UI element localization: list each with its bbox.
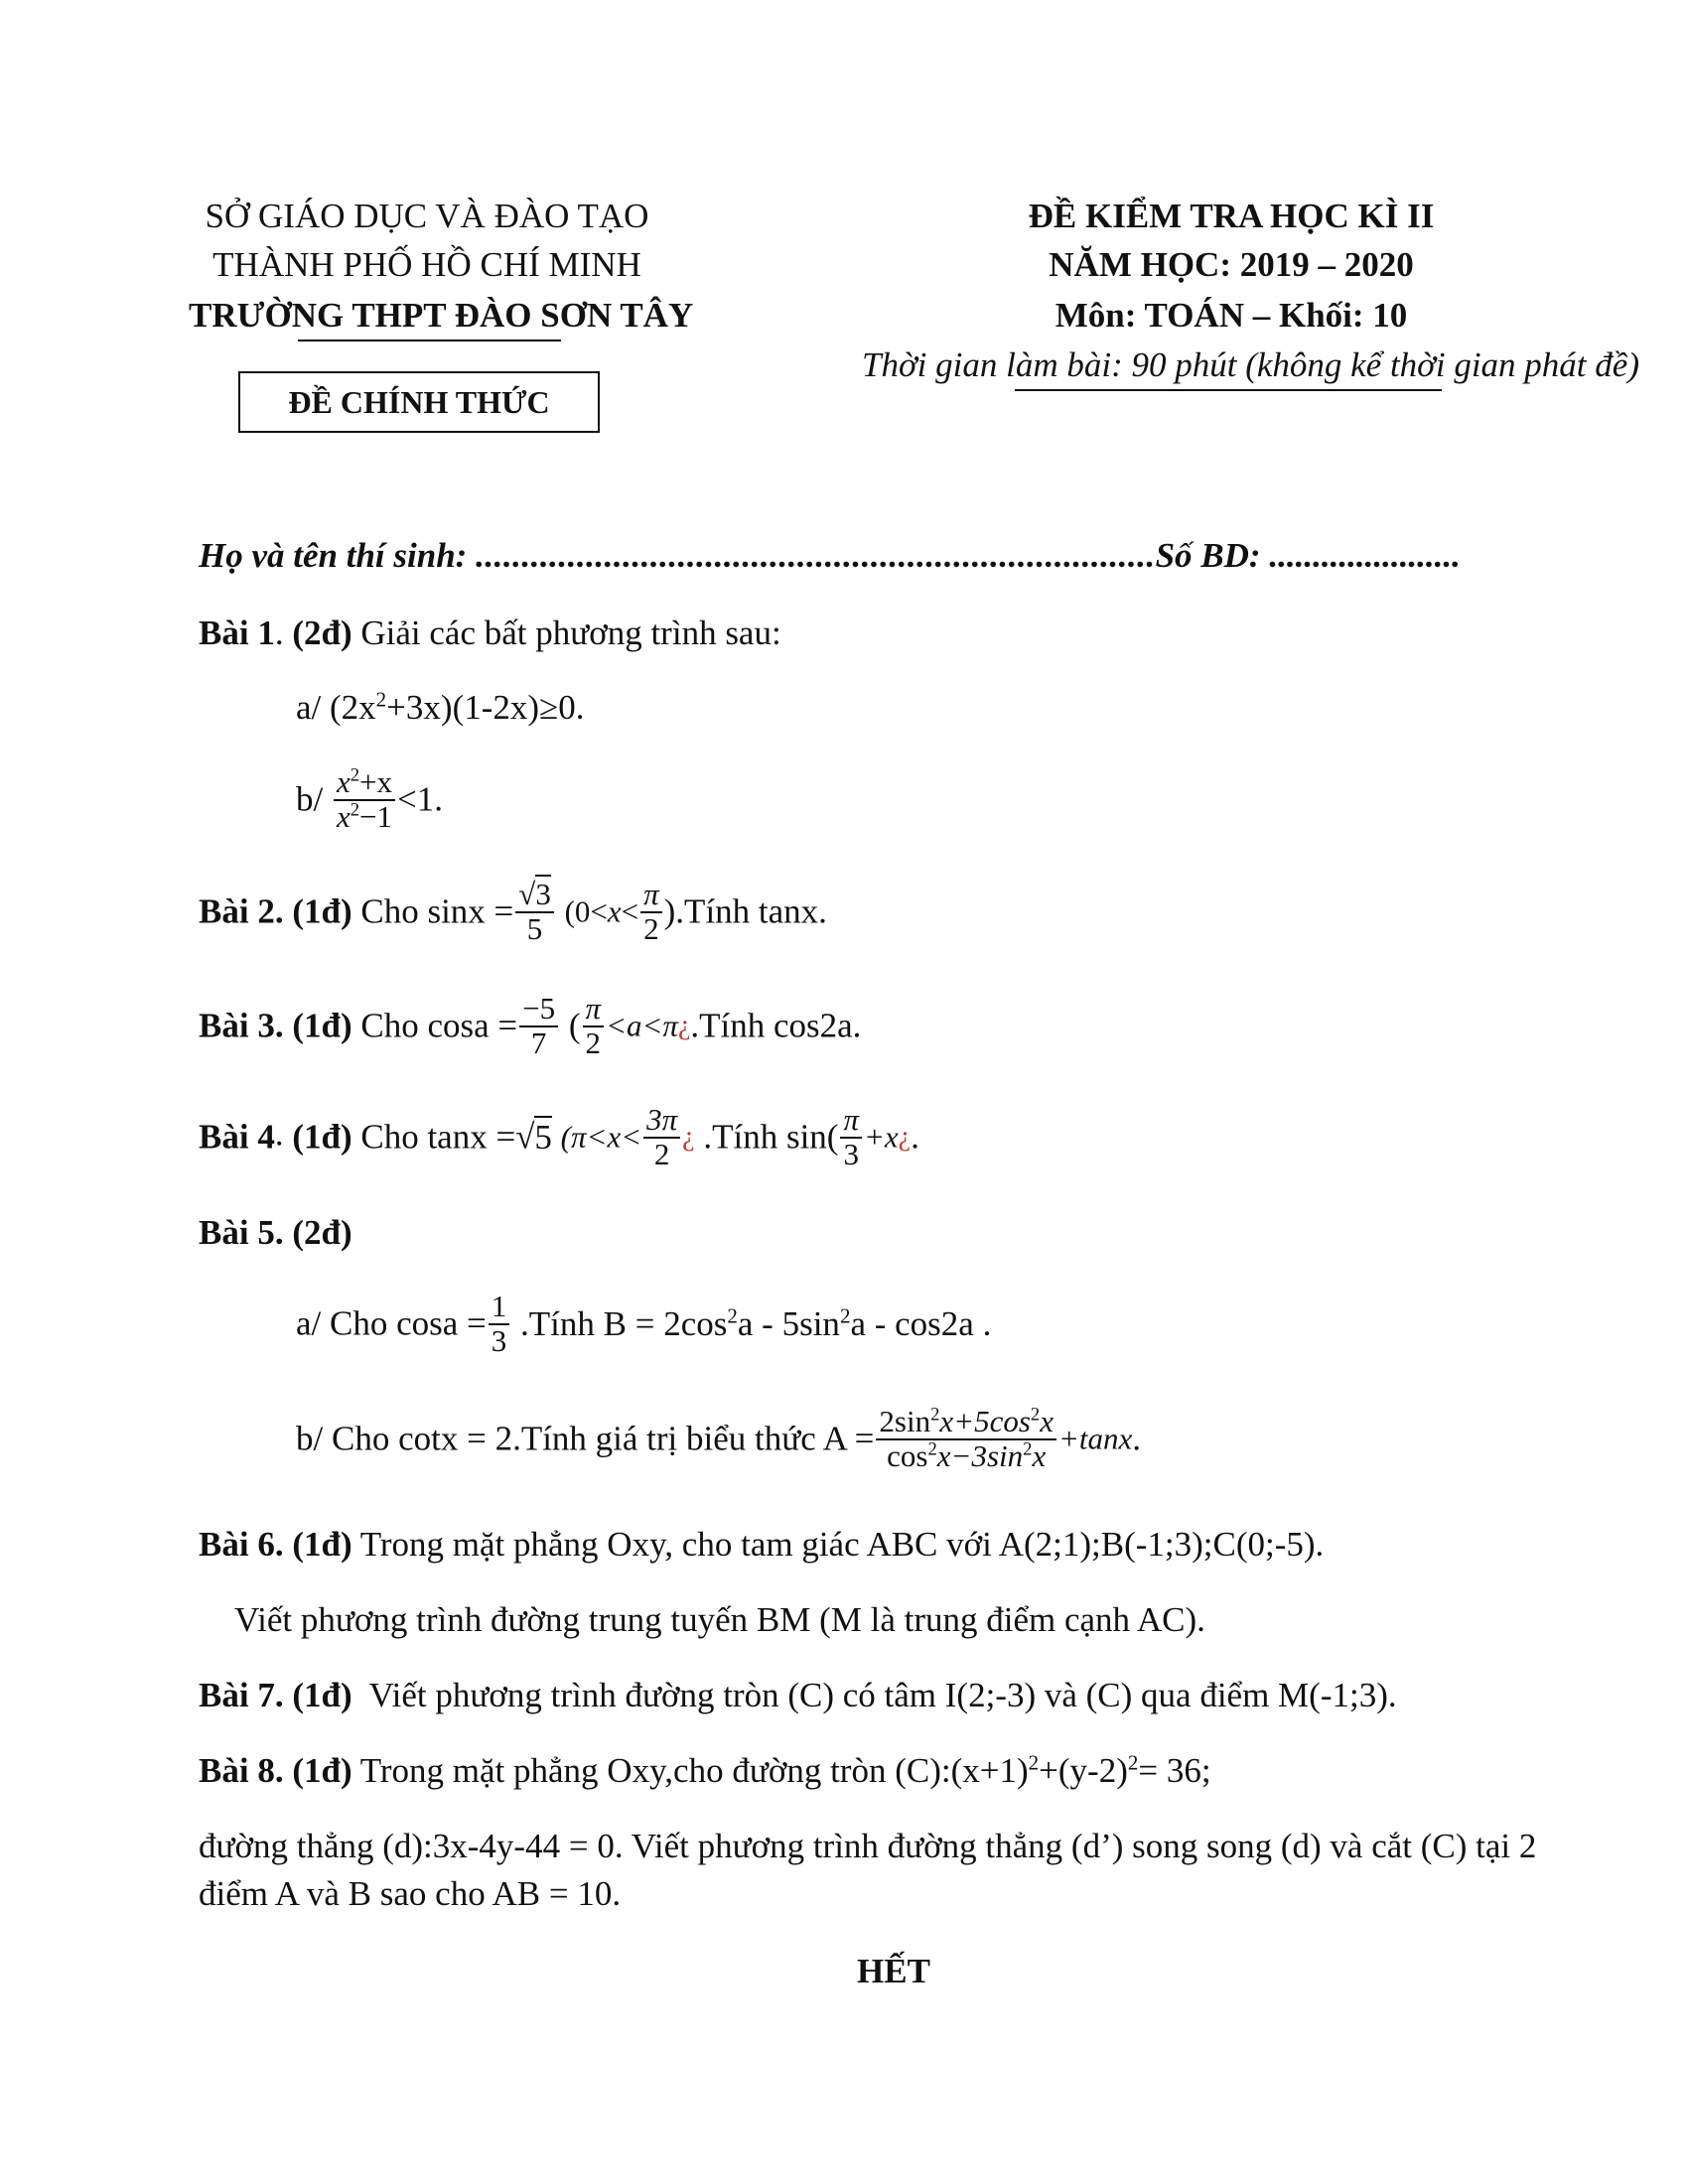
frac-den: 2 [585, 1024, 602, 1060]
sqrt-radicand: 3 [535, 877, 551, 911]
stray-glyph: ¿ [898, 1121, 912, 1153]
frac-num: 3π [643, 1104, 680, 1139]
problem-5-title: Bài 5. [199, 1213, 284, 1252]
problem-8-text1: Trong mặt phẳng Oxy,cho đường tròn (C):(x+1) [359, 1751, 1029, 1790]
sup-2: 2 [930, 1404, 940, 1426]
school-underline [298, 340, 561, 341]
frac-den: 2 [653, 1136, 670, 1171]
frac-den: 3 [843, 1136, 859, 1171]
three-pi-over-2-fraction [643, 1104, 680, 1170]
frac-num: −5 [519, 993, 558, 1027]
candidate-id-label: Số BD: [1155, 536, 1270, 575]
problem-1-text: Giải các bất phương trình sau: [360, 614, 781, 652]
candidate-id-dots: ...................... [1269, 536, 1461, 575]
problem-1-heading: Bài 1. (2đ) Giải các bất phương trình sau: [199, 614, 781, 652]
stray-glyph: ¿ [677, 1010, 691, 1041]
problem-1b [296, 766, 443, 833]
problem-1a-label: a/ [296, 688, 322, 727]
problem-7-score: (1đ) [292, 1676, 352, 1714]
problem-1a-expr-part1: (2x [330, 688, 376, 727]
problem-1b-label: b/ [296, 779, 324, 819]
num-part2: x+5cos [939, 1404, 1031, 1438]
sup-2: 2 [727, 1302, 738, 1327]
problem-4-text: Cho tanx = [360, 1117, 516, 1157]
sup-2: 2 [839, 1302, 851, 1327]
problem-5b-end: . [1132, 1419, 1142, 1458]
cond-range: <a<π [606, 1008, 678, 1043]
problem-5-score: (2đ) [292, 1213, 352, 1252]
cond-open: (0< [564, 893, 608, 929]
city-name: THÀNH PHỐ HỒ CHÍ MINH [212, 245, 641, 284]
problem-7 [199, 1676, 1397, 1715]
dept-name: SỞ GIÁO DỤC VÀ ĐÀO TẠO [205, 197, 649, 235]
sup-2: 2 [350, 799, 360, 821]
school-year: NĂM HỌC: 2019 – 2020 [1049, 245, 1414, 284]
exam-duration: Thời gian làm bài: 90 phút (không kể thời gian phát đề) [862, 345, 1639, 384]
expr-part3: a - cos2a . [850, 1303, 992, 1343]
problem-4: Bài 4. (1đ) Cho tanx =√5 (π<x< $\frac{3\pi}{2}$ ¿ .Tính sin( $\frac{\pi}{3}$ +x¿. [199, 1102, 919, 1171]
problem-1-title: Bài 1 [199, 614, 275, 652]
expr-part1: .Tính B = 2cos [520, 1303, 728, 1343]
sup-2: 2 [375, 687, 387, 712]
problem-8-text3: = 36; [1138, 1751, 1211, 1790]
subject-grade: Môn: TOÁN – Khối: 10 [1055, 296, 1408, 335]
end-marker: HẾT [857, 1952, 930, 1990]
problem-7-title: Bài 7. [199, 1676, 284, 1714]
problem-8-score: (1đ) [292, 1751, 352, 1790]
frac-den: 5 [526, 910, 543, 946]
candidate-line [199, 536, 1461, 576]
problem-2-text: Cho sinx = [360, 891, 514, 931]
problem-6-title: Bài 6. [199, 1525, 284, 1564]
num-part3: x [1040, 1404, 1054, 1438]
frac-num: π [640, 879, 662, 913]
frac-den-var: x [336, 798, 351, 834]
cond-open: (π<x< [560, 1119, 642, 1155]
problem-3-tail: .Tính cos2a. [690, 1006, 862, 1045]
problem-3-text: Cho cosa = [360, 1006, 518, 1045]
plus-tanx: +tanx [1057, 1421, 1133, 1456]
problem-6-score: (1đ) [292, 1525, 352, 1564]
candidate-name-dots: .......................................................................... [476, 536, 1156, 575]
sup-2: 2 [1023, 1438, 1033, 1460]
sup-2: 2 [1030, 1404, 1041, 1426]
frac-den: 2 [643, 910, 659, 946]
problem-4-score: (1đ) [292, 1117, 352, 1157]
cond-open: ( [568, 1006, 581, 1045]
problem-1a [296, 688, 585, 728]
problem-3-title: Bài 3. [199, 1006, 284, 1045]
den-part3: x [1032, 1437, 1047, 1473]
problem-4-mid: .Tính sin( [703, 1117, 839, 1157]
pi-over-3-fraction [840, 1104, 862, 1170]
frac-num-rest: +x [359, 764, 393, 799]
problem-2-score: (1đ) [292, 891, 352, 931]
problem-8 [199, 1751, 1211, 1791]
sup-2: 2 [927, 1438, 937, 1460]
problem-4-end: . [911, 1117, 919, 1157]
problem-5a-label: a/ Cho cosa = [296, 1303, 487, 1343]
den-part2: x−3sin [936, 1437, 1024, 1473]
problem-5b [296, 1406, 1141, 1472]
frac-num: π [840, 1104, 862, 1139]
problem-3-score: (1đ) [292, 1006, 352, 1045]
plus-x: +x [863, 1119, 899, 1155]
frac-num: 1 [489, 1291, 510, 1325]
problem-1-score: (2đ) [292, 614, 352, 652]
problem-8-line3: điểm A và B sao cho AB = 10. [199, 1874, 622, 1913]
one-third-fraction [489, 1291, 510, 1357]
problem-8-line2: đường thẳng (d):3x-4y-44 = 0. Viết phương trình đường thẳng (d’) song song (d) và cắt (C) tại 2 [199, 1827, 1537, 1865]
num-part1: 2sin [879, 1404, 931, 1438]
cond-var: x [607, 893, 622, 929]
duration-underline [1015, 389, 1442, 391]
problem-1b-fraction [334, 766, 395, 833]
problem-2-tail: ).Tính tanx. [663, 891, 827, 931]
problem-2-title: Bài 2. [199, 891, 284, 931]
sup-2: 2 [350, 764, 360, 786]
problem-3 [199, 993, 861, 1059]
frac-den: 7 [530, 1024, 547, 1060]
problem-5-heading [199, 1213, 352, 1253]
sup-2: 2 [1028, 1750, 1040, 1775]
pi-over-2-fraction [640, 879, 662, 945]
sqrt-radicand: 5 [534, 1117, 552, 1157]
cos-value-fraction [519, 993, 558, 1059]
stray-glyph: ¿ [682, 1121, 695, 1153]
sin-value-fraction: $\frac{√3}{5}$ [515, 879, 554, 945]
problem-5a [296, 1291, 991, 1357]
problem-1b-tail: <1. [397, 779, 444, 819]
problem-6 [199, 1525, 1324, 1565]
expr-part2: a - 5sin [737, 1303, 840, 1343]
den-part1: cos [887, 1437, 928, 1473]
frac-num: π [583, 993, 605, 1027]
problem-2 [199, 879, 827, 945]
problem-5b-label: b/ Cho cotx = 2.Tính giá trị biểu thức A = [296, 1419, 875, 1458]
frac-num-var: x [336, 764, 351, 799]
problem-6-text: Trong mặt phẳng Oxy, cho tam giác ABC với A(2;1);B(-1;3);C(0;-5). [359, 1525, 1325, 1564]
problem-8-text2: +(y-2) [1039, 1751, 1128, 1790]
candidate-name-label: Họ và tên thí sinh: [199, 536, 477, 575]
exam-title: ĐỀ KIỂM TRA HỌC KÌ II [1028, 197, 1435, 235]
sup-2: 2 [1127, 1750, 1139, 1775]
pi-over-2-fraction [583, 993, 605, 1059]
school-name: TRƯỜNG THPT ĐÀO SƠN TÂY [189, 296, 694, 335]
problem-8-title: Bài 8. [199, 1751, 284, 1790]
problem-6-line2: Viết phương trình đường trung tuyến BM (M là trung điểm cạnh AC). [234, 1600, 1205, 1639]
problem-1a-expr-part2: +3x)(1-2x)≥0. [386, 688, 585, 727]
frac-den: 3 [491, 1322, 507, 1358]
frac-den-rest: −1 [359, 798, 393, 834]
problem-7-text: Viết phương trình đường tròn (C) có tâm I(2;-3) và (C) qua điểm M(-1;3). [368, 1676, 1397, 1714]
cond-lt: < [621, 893, 639, 929]
official-exam-box: ĐỀ CHÍNH THỨC [238, 371, 600, 433]
problem-4-title: Bài 4 [199, 1117, 275, 1157]
expression-A-fraction [876, 1406, 1056, 1472]
